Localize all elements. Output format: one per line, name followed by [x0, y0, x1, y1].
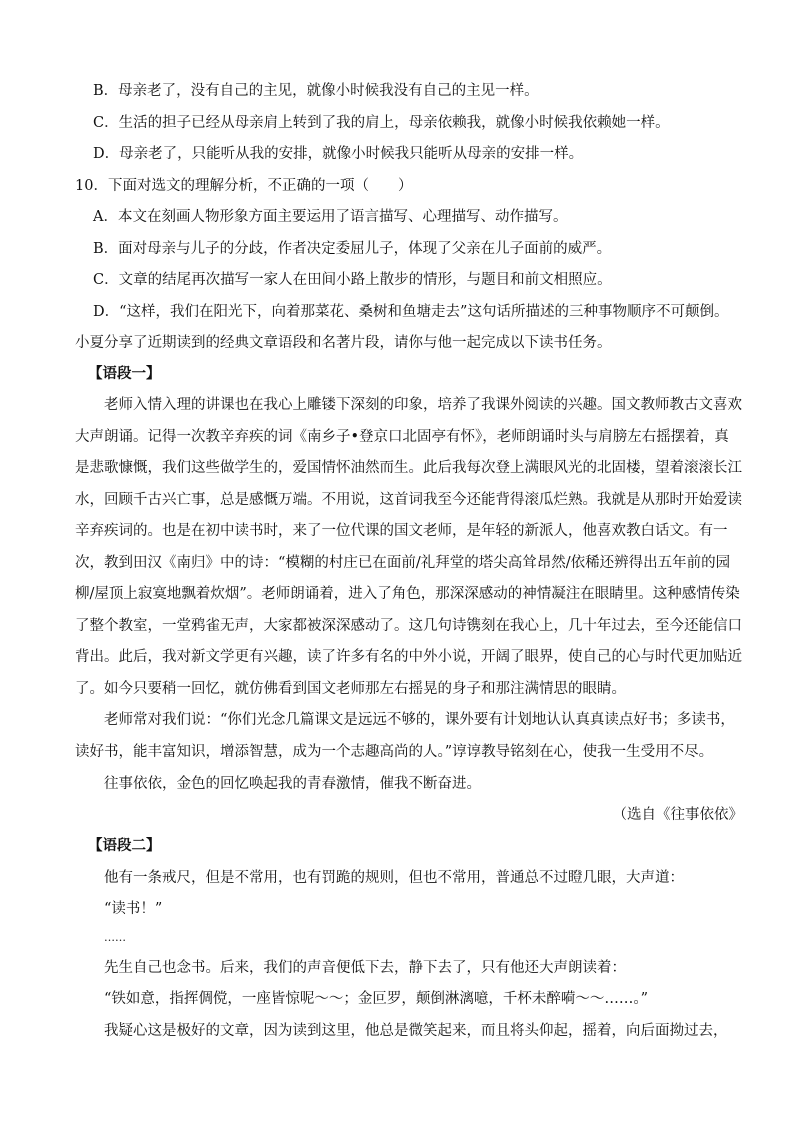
passage2-paragraph-2: “读书！”	[104, 901, 163, 917]
passage2-paragraph-1: 他有一条戒尺，但是不常用，也有罚跪的规则，但也不常用，普通总不过瞪几眼，大声道：	[104, 870, 684, 886]
passage2-paragraph-3: 先生自己也念书。后来，我们的声音便低下去，静下去了，只有他还大声朗读着：	[104, 960, 626, 976]
passage1-heading: 【语段一】	[88, 365, 161, 382]
passage1-paragraph-2: 老师常对我们说：“你们光念几篇课文是远远不够的，课外要有计划地认认真真读点好书；多读书，读好书，能丰富知识，增添智慧，成为一个志趣高尚的人。”谆谆教导铭刻在心，使我一生受用不尽。	[75, 712, 735, 760]
q10-option-a: A．本文在刻画人物形象方面主要运用了语言描写、心理描写、动作描写。	[93, 209, 568, 225]
q10-stem: 10．下面对选文的理解分析，不正确的一项（ ）	[75, 178, 413, 194]
passage2-paragraph-5: 我疑心这是极好的文章，因为读到这里，他总是微笑起来，而且将头仰起，摇着，向后面拗过去，	[104, 1023, 728, 1039]
q9-option-d: D．母亲老了，只能听从我的安排，就像小时候我只能听从母亲的安排一样。	[93, 146, 584, 162]
passage1-source: （选自《往事依依》	[612, 807, 743, 823]
q9-option-b: B．母亲老了，没有自己的主见，就像小时候我没有自己的主见一样。	[93, 83, 539, 99]
passage1-paragraph-1: 老师入情入理的讲课也在我心上雕镂下深刻的印象，培养了我课外阅读的兴趣。国文教师教古文喜欢大声朗诵。记得一次教辛弃疾的词《南乡子•登京口北固亭有怀》，老师朗诵时头与肩膀左右摇摆着，真是悲歌慷慨，我们这些做学生的，爱国情怀油然而生。此后我每次登上满眼风光的北固楼，望着滚滚长江水，回顾千古兴亡事，总是感慨万端。不用说，这首词我至今还能背得滚瓜烂熟。我就是从那时开始爱读辛弃疾词的。也是在初中读书时，来了一位代课的国文老师，是年轻的新派人，他喜欢教白话文。有一次，教到田汉《南归》中的诗：“模糊的村庄已在面前/礼拜堂的塔尖高耸昂然/依稀还辨得出五年前的园柳/屋顶上寂寞地飘着炊烟”。老师朗诵着，进入了角色，那深深感动的神情凝注在眼睛里。这种感情传染了整个教室，一堂鸦雀无声，大家都被深深感动了。这几句诗镌刻在我心上，几十年过去，至今还能信口背出。此后，我对新文学更有兴趣，读了许多有名的中外小说，开阔了眼界，使自己的心与时代更加贴近了。如今只要稍一回忆，就仿佛看到国文老师那左右摇晃的身子和那注满情思的眼睛。	[75, 397, 742, 697]
q10-option-b: B．面对母亲与儿子的分歧，作者决定委屈儿子，体现了父亲在儿子面前的威严。	[93, 241, 612, 257]
q10-option-c: C．文章的结尾再次描写一家人在田间小路上散步的情形，与题目和前文相照应。	[93, 272, 612, 288]
q10-option-d: D．“这样，我们在阳光下，向着那菜花、桑树和鱼塘走去”这句话所描述的三种事物顺序不可颠倒。	[93, 304, 729, 320]
passage1-paragraph-3: 往事依依，金色的回忆唤起我的青春激情，催我不断奋进。	[104, 776, 481, 792]
task-intro: 小夏分享了近期读到的经典文章语段和名著片段，请你与他一起完成以下读书任务。	[75, 335, 612, 351]
passage2-ellipsis: ……	[104, 931, 126, 944]
passage2-paragraph-4: “铁如意，指挥倜傥，一座皆惊呢～～；金叵罗，颠倒淋漓噫，千杯未醉嗬～～……。”	[104, 991, 649, 1007]
q9-option-c: C．生活的担子已经从母亲肩上转到了我的肩上，母亲依赖我，就像小时候我依赖她一样。	[93, 115, 670, 131]
passage2-heading: 【语段二】	[88, 837, 161, 854]
